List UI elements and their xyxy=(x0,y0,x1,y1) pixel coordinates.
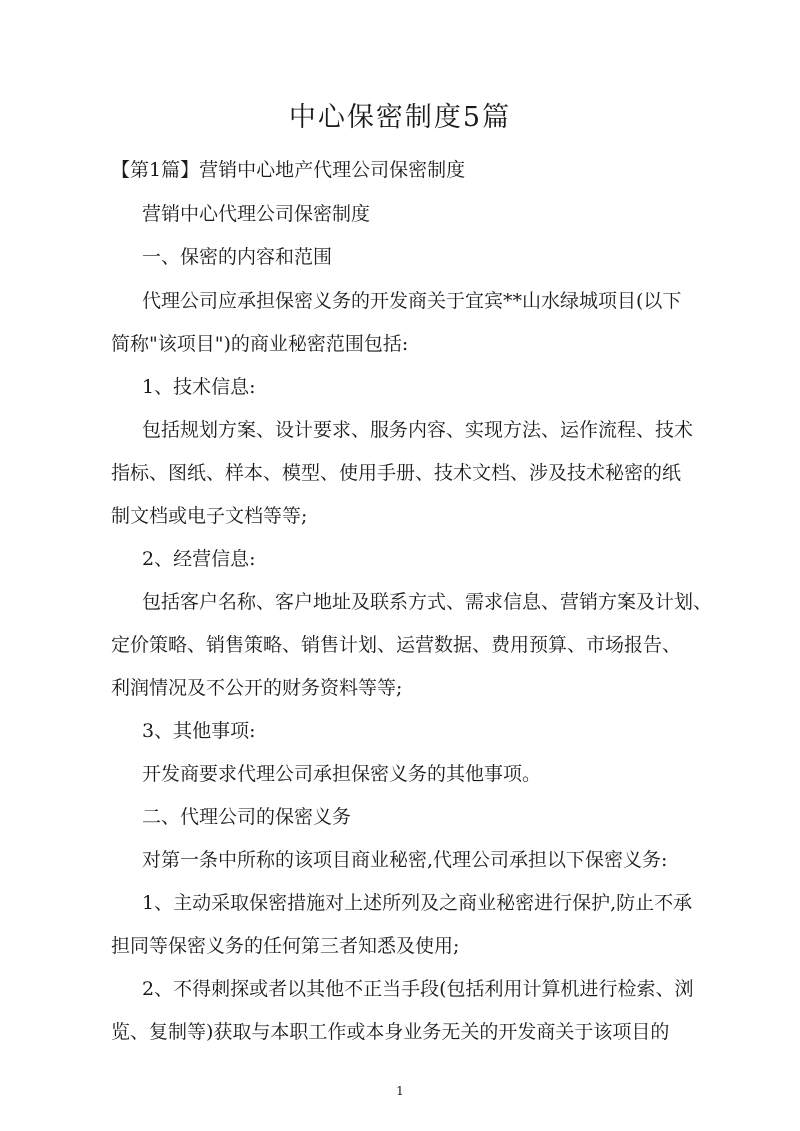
section-heading: 【第1篇】营销中心地产代理公司保密制度 xyxy=(111,159,466,181)
paragraph-line: 1、技术信息: xyxy=(142,376,256,398)
paragraph-line: 包括规划方案、设计要求、服务内容、实现方法、运作流程、技术 xyxy=(142,419,694,441)
paragraph-line: 利润情况及不公开的财务资料等等; xyxy=(111,677,403,699)
paragraph-line: 一、保密的内容和范围 xyxy=(142,246,333,268)
paragraph-line: 指标、图纸、样本、模型、使用手册、技术文档、涉及技术秘密的纸 xyxy=(111,462,682,484)
paragraph-line: 1、主动采取保密措施对上述所列及之商业秘密进行保护,防止不承 xyxy=(142,892,693,914)
page-number: 1 xyxy=(396,1084,404,1098)
paragraph-line: 3、其他事项: xyxy=(142,720,256,742)
paragraph-line: 二、代理公司的保密义务 xyxy=(142,806,352,828)
paragraph-line: 担同等保密义务的任何第三者知悉及使用; xyxy=(111,935,460,957)
paragraph-line: 对第一条中所称的该项目商业秘密,代理公司承担以下保密义务: xyxy=(142,849,668,871)
paragraph-line: 营销中心代理公司保密制度 xyxy=(142,203,371,225)
paragraph-line: 定价策略、销售策略、销售计划、运营数据、费用预算、市场报告、 xyxy=(111,634,682,656)
paragraph-line: 开发商要求代理公司承担保密义务的其他事项。 xyxy=(142,763,542,785)
paragraph-line: 制文档或电子文档等等; xyxy=(111,505,308,527)
page-title: 中心保密制度5篇 xyxy=(288,102,512,133)
paragraph-line: 包括客户名称、客户地址及联系方式、需求信息、营销方案及计划、 xyxy=(142,591,713,613)
paragraph-line: 2、不得刺探或者以其他不正当手段(包括利用计算机进行检索、浏 xyxy=(142,978,694,1000)
paragraph-line: 览、复制等)获取与本职工作或本身业务无关的开发商关于该项目的 xyxy=(111,1021,670,1043)
paragraph-line: 代理公司应承担保密义务的开发商关于宜宾**山水绿城项目(以下 xyxy=(142,290,682,312)
paragraph-line: 2、经营信息: xyxy=(142,548,256,570)
paragraph-line: 简称"该项目")的商业秘密范围包括: xyxy=(111,333,409,355)
